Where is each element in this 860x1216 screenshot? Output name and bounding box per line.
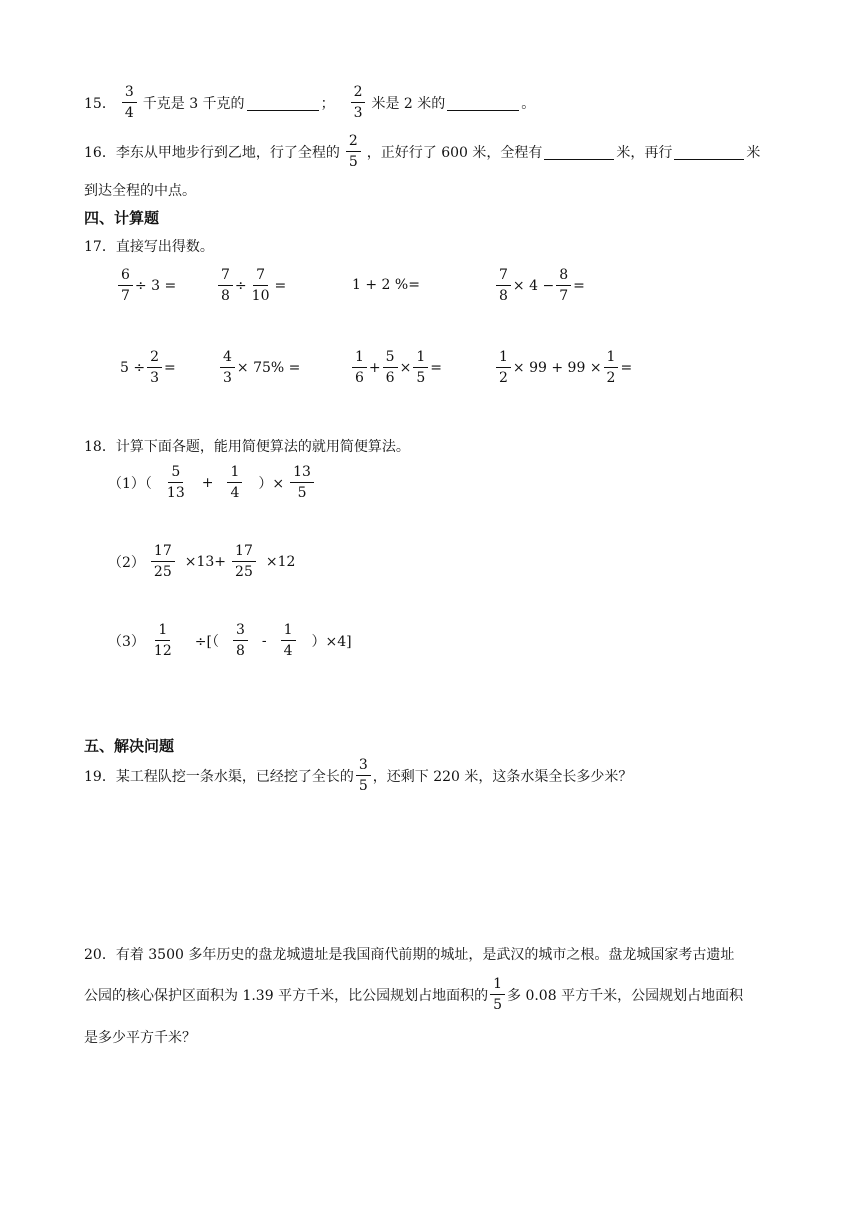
expression-5: 5 ÷ $\frac{2}{3}$ =: [120, 349, 176, 387]
answer-blank[interactable]: [447, 94, 519, 111]
fraction: $\frac{3}{5}$: [356, 757, 371, 794]
question-15: 15． $\frac{3}{4}$ 千克是 3 千克的 ； $\frac{2}{3}$ 米是 2 米的 。: [84, 84, 536, 122]
question-20-line2: 公园的核心保护区面积为 1.39 平方千米，比公园规划占地面积的 $\frac{1}{5}$ 多 0.08 平方千米，公园规划占地面积: [84, 976, 744, 1014]
fraction: $\frac{2}{5}$: [346, 133, 361, 170]
answer-blank[interactable]: [544, 143, 614, 160]
question-16: 16． 李东从甲地步行到乙地，行了全程的 $\frac{2}{5}$ ，正好行了 600 米，全程有 米，再行 米: [84, 133, 761, 171]
question-number: 18．: [84, 439, 116, 455]
problem-18-2: （2） $\frac{17}{25}$ ×13+ $\frac{17}{25}$ ×12: [108, 543, 296, 581]
expression-3: 1 + 2 %=: [352, 277, 420, 293]
expression-6: $\frac{4}{3}$ × 75% =: [218, 349, 300, 386]
problem-18-3: （3） $\frac{1}{12}$ ÷[（ $\frac{3}{8}$ - $\frac{1}{4}$ ）×4]: [108, 622, 352, 660]
question-number: 15．: [84, 95, 116, 112]
question-17: 17．直接写出得数。: [84, 239, 214, 255]
question-number: 19．: [84, 768, 116, 785]
question-18: 18．计算下面各题，能用简便算法的就用简便算法。: [84, 439, 410, 455]
question-number: 20．: [84, 947, 116, 963]
question-number: 16．: [84, 144, 116, 161]
section-heading: 五、解决问题: [84, 737, 175, 755]
answer-blank[interactable]: [674, 143, 744, 160]
expression-4: $\frac{7}{8}$ × 4 − $\frac{8}{7}$ =: [494, 267, 585, 304]
expression-2: $\frac{7}{8}$ ÷ $\frac{7}{10}$ =: [216, 267, 286, 304]
fraction: $\frac{2}{3}$: [351, 84, 366, 121]
question-19: 19． 某工程队挖一条水渠，已经挖了全长的 $\frac{3}{5}$ ，还剩下 220 米，这条水渠全长多少米？: [84, 757, 633, 795]
expression-8: $\frac{1}{2}$ × 99 + 99 × $\frac{1}{2}$ =: [494, 349, 632, 386]
fraction: $\frac{3}{4}$: [122, 84, 137, 121]
problem-18-1: （1）（ $\frac{5}{13}$ + $\frac{1}{4}$ ）× $\frac{13}{5}$: [108, 464, 320, 501]
expression-7: $\frac{1}{6}$ + $\frac{5}{6}$ × $\frac{1}{5}$ =: [350, 349, 442, 386]
expression-1: $\frac{6}{7}$ ÷ 3 =: [116, 267, 176, 304]
answer-blank[interactable]: [247, 94, 319, 111]
question-20-line1: 20．有着 3500 多年历史的盘龙城遗址是我国商代前期的城址，是武汉的城市之根。盘龙城国家考古遗址: [84, 947, 735, 963]
question-20-line3: 是多少平方千米？: [84, 1030, 196, 1046]
question-number: 17．: [84, 239, 116, 255]
question-16-line2: 到达全程的中点。: [84, 183, 196, 199]
section-heading: 四、计算题: [84, 209, 160, 227]
fraction: $\frac{1}{5}$: [490, 976, 505, 1013]
